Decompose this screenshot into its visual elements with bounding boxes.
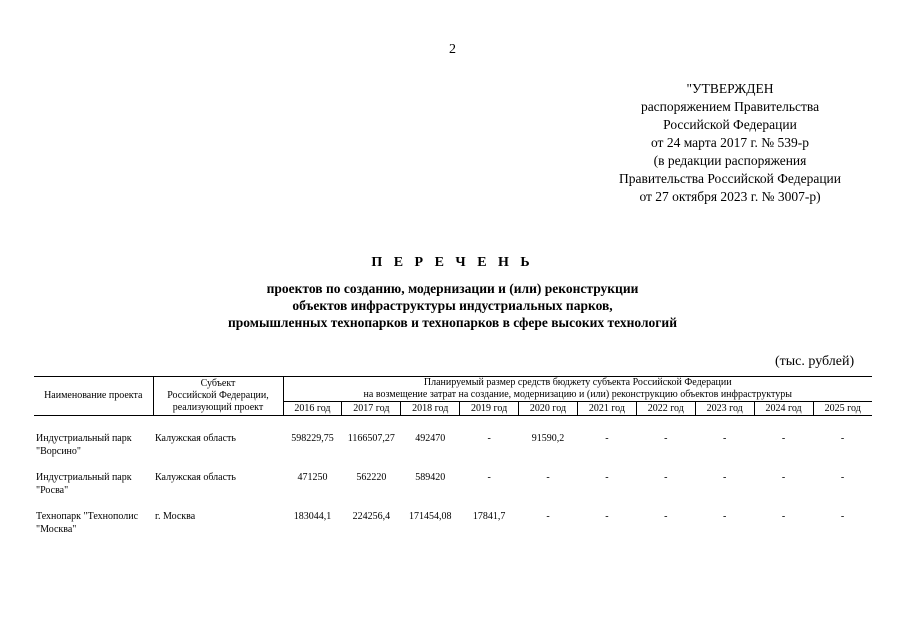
- value-cell: -: [605, 433, 609, 444]
- header-year: 2021 год: [577, 402, 636, 416]
- approval-line: "УТВЕРЖДЕН: [686, 81, 774, 96]
- subject-cell: Калужская область: [155, 433, 236, 444]
- value-cell: -: [605, 511, 609, 522]
- value-cell: -: [840, 433, 845, 444]
- project-name-line: "Ворсино": [36, 446, 81, 457]
- value-cell: -: [605, 472, 609, 483]
- header-planned-amount: [283, 377, 872, 402]
- value-cell: 492470: [415, 433, 446, 444]
- project-name-line: Индустриальный парк: [36, 433, 132, 444]
- value-cell: 1166507,27: [347, 433, 395, 444]
- document-subtitle: [0, 280, 905, 331]
- header-project-name-text: Наименование проекта: [44, 390, 143, 401]
- subtitle-line: проектов по созданию, модернизации и (или) реконструкции: [266, 281, 639, 296]
- value-cell: 224256,4: [352, 511, 391, 522]
- header-year: 2018 год: [401, 402, 460, 416]
- header-year: 2023 год: [695, 402, 754, 416]
- value-cell: -: [781, 511, 786, 522]
- value-cell: -: [781, 472, 786, 483]
- project-name-line: "Москва": [36, 524, 77, 535]
- approval-line: от 27 октября 2023 г. № 3007-р): [639, 189, 821, 204]
- approval-line: распоряжением Правительства: [640, 99, 820, 114]
- subtitle-line: промышленных технопарков и технопарков в сфере высоких технологий: [228, 315, 677, 330]
- value-cell: 562220: [356, 472, 387, 483]
- table-row: [34, 471, 872, 510]
- value-cell: 183044,1: [293, 511, 332, 522]
- project-name-cell: [34, 432, 153, 471]
- approval-line: от 24 марта 2017 г. № 539-р: [650, 135, 810, 150]
- header-year: 2022 год: [636, 402, 695, 416]
- project-name-line: "Росва": [36, 485, 69, 496]
- header-year: 2019 год: [460, 402, 519, 416]
- value-cell: -: [781, 433, 786, 444]
- header-plan-line: на возмещение затрат на создание, модернизацию и (или) реконструкцию объектов инфраструктуры: [363, 389, 792, 400]
- value-cell: -: [546, 511, 550, 522]
- value-cell: 471250: [297, 472, 328, 483]
- units-label: (тыс. рублей): [775, 354, 855, 369]
- header-project-name: [34, 377, 153, 416]
- value-cell: -: [664, 433, 668, 444]
- value-cell: -: [723, 472, 727, 483]
- header-year: 2016 год: [283, 402, 342, 416]
- table-row: [34, 510, 872, 549]
- value-cell: -: [723, 511, 727, 522]
- subject-cell: Калужская область: [155, 472, 236, 483]
- project-name-cell: [34, 471, 153, 510]
- projects-table: [34, 376, 872, 549]
- value-cell: 91590,2: [531, 433, 565, 444]
- value-cell: -: [664, 511, 668, 522]
- header-year: 2020 год: [519, 402, 578, 416]
- value-cell: -: [546, 472, 550, 483]
- header-subject-line: реализующий проект: [172, 402, 264, 413]
- table-row: [34, 432, 872, 471]
- header-plan-line: Планируемый размер средств бюджету субъекта Российской Федерации: [423, 377, 732, 388]
- project-name-line: Технопарк "Технополис: [36, 511, 139, 522]
- header-subject-line: Российской Федерации,: [167, 390, 269, 401]
- value-cell: -: [487, 472, 491, 483]
- value-cell: -: [840, 472, 845, 483]
- header-year: 2017 год: [342, 402, 401, 416]
- table-spacer: [34, 416, 872, 433]
- header-year: 2024 год: [754, 402, 813, 416]
- value-cell: 17841,7: [472, 511, 506, 522]
- document-title: П Е Р Е Ч Е Н Ь: [371, 255, 534, 270]
- subtitle-line: объектов инфраструктуры индустриальных парков,: [292, 298, 613, 313]
- header-year: 2025 год: [813, 402, 872, 416]
- value-cell: -: [723, 433, 727, 444]
- header-subject-line: Субъект: [200, 378, 236, 389]
- page-number: 2: [449, 42, 456, 57]
- value-cell: -: [487, 433, 491, 444]
- project-name-line: Индустриальный парк: [36, 472, 132, 483]
- approval-line: Российской Федерации: [663, 117, 797, 132]
- header-subject: [153, 377, 283, 416]
- value-cell: 589420: [415, 472, 446, 483]
- approval-line: Правительства Российской Федерации: [619, 171, 841, 186]
- value-cell: 598229,75: [291, 433, 334, 444]
- project-name-cell: [34, 510, 153, 549]
- approval-block: [585, 80, 875, 206]
- value-cell: 171454,08: [408, 511, 452, 522]
- subject-cell: г. Москва: [155, 511, 196, 522]
- value-cell: -: [664, 472, 668, 483]
- value-cell: -: [840, 511, 845, 522]
- approval-line: (в редакции распоряжения: [653, 153, 807, 168]
